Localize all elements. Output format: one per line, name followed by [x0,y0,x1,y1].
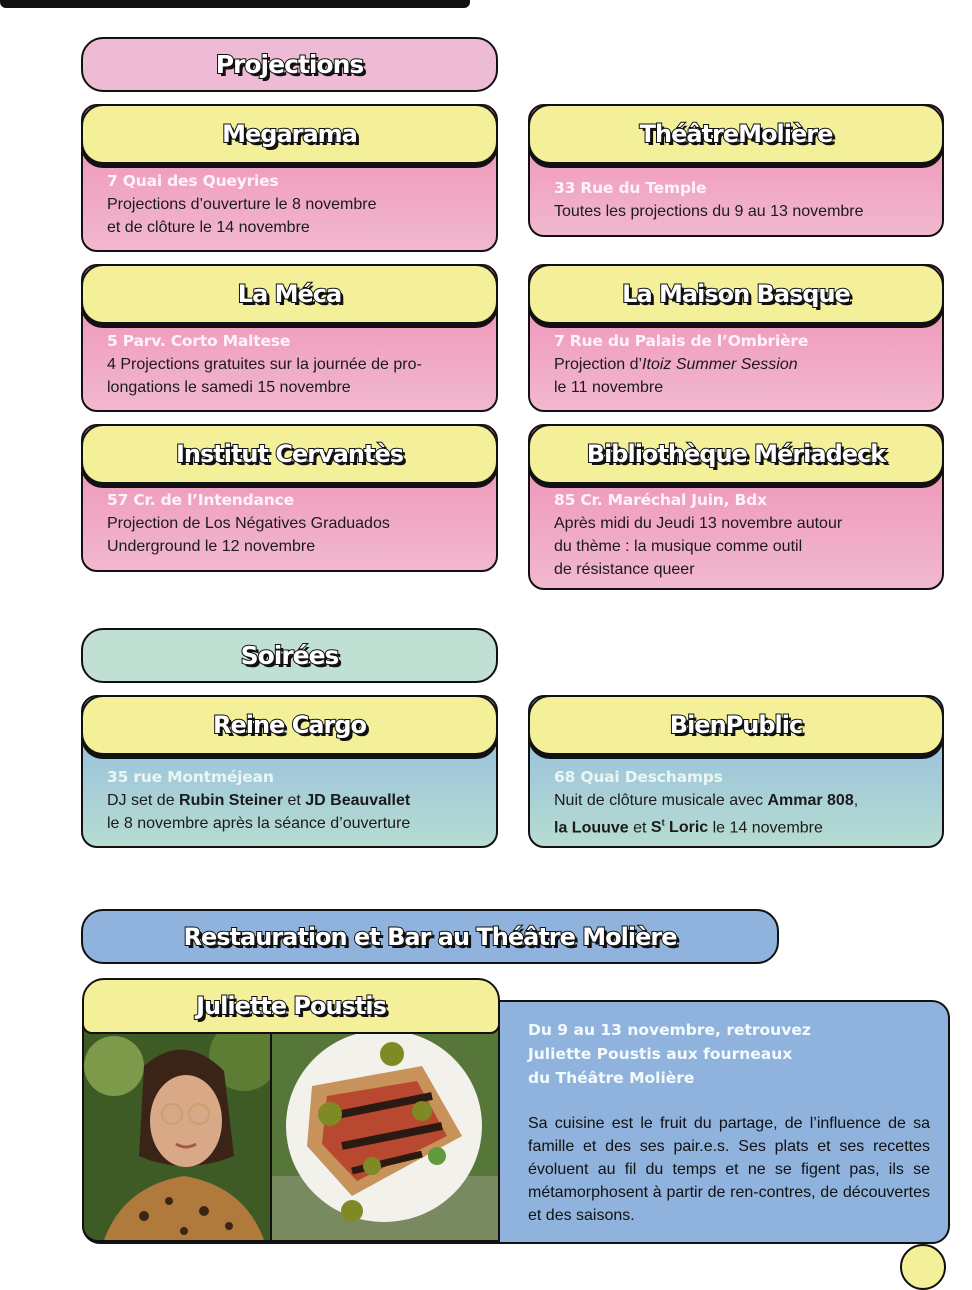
venue-desc-line [107,789,478,812]
portrait-illustration [84,1026,272,1240]
desc-text: et [628,819,651,837]
section-title: Restauration et Bar au Théâtre Molière [183,922,677,951]
venue-name: Bibliothèque Mériadeck [586,440,886,468]
venue-address: 35 rue Montméjean [107,768,274,786]
venue-card-la-meca [81,264,498,412]
venue-card-bibliotheque-meriadeck [528,424,944,590]
venue-desc-line: Projection de Los Négatives Graduados [107,515,390,532]
film-title: Itoiz Summer Session [642,356,798,373]
venue-desc-line: du thème : la musique comme outil [554,538,803,555]
venue-address: 57 Cr. de l’Intendance [107,491,294,509]
venue-info [554,177,924,223]
restauration-lead [528,1018,930,1090]
venue-desc-line: de résistance queer [554,561,695,578]
venue-tab [81,424,498,484]
venue-tab [81,264,498,324]
artist-superscript: t [661,818,665,828]
venue-name: BienPublic [669,711,803,739]
chef-name: Juliette Poustis [196,992,386,1020]
venue-name: Institut Cervantès [175,440,404,468]
dish-photo [270,1026,500,1242]
restauration-description: Sa cuisine est le fruit du partage, de l’influence de sa famille et des ses pair.e.s. Ses plats et ses recettes évoluent au fil du temps et ne se figent pas, ils se métamorphosent à partir de ren-contres, de découvertes et des saisons. [528,1115,930,1224]
venue-name: La Maison Basque [622,280,850,308]
venue-tab [528,424,944,484]
venue-name: La Méca [237,280,342,308]
venue-desc-line [554,812,924,839]
venue-desc-line: et de clôture le 14 novembre [107,219,310,236]
venue-card-theatre-moliere [528,104,944,237]
venue-address: 7 Quai des Queyries [107,172,279,190]
restauration-card [82,978,948,1240]
venue-card-bienpublic [528,695,944,848]
venue-info [554,330,924,399]
desc-text: Nuit de clôture musicale avec [554,792,768,809]
section-header-projections [81,37,498,92]
venue-desc-line: Toutes les projections du 9 au 13 novembre [554,203,864,220]
lead-line: du Théâtre Molière [528,1069,695,1087]
venue-tab [81,104,498,164]
venue-info [107,330,478,399]
venue-info [107,489,478,558]
artist-name: Ammar 808 [767,792,854,809]
venue-desc-line: le 8 novembre après la séance d’ouverture [107,815,411,832]
venue-tab [81,695,498,755]
page-corner-marker [900,1244,946,1290]
venue-desc-line [554,353,924,376]
chef-portrait-photo [82,1026,272,1242]
venue-desc-line: 4 Projections gratuites sur la journée de pro- [107,356,422,373]
desc-text: DJ set de [107,792,180,809]
venue-tab [528,695,944,755]
section-title: Projections [215,50,364,79]
venue-desc-line: Projections d’ouverture le 8 novembre [107,196,377,213]
venue-info [554,766,924,839]
desc-text: Projection d’ [554,356,643,373]
venue-address: 7 Rue du Palais de l’Ombrière [554,332,809,350]
desc-text: et [283,792,306,809]
venue-card-reine-cargo [81,695,498,848]
venue-name: ThéâtreMolière [639,120,833,148]
venue-card-maison-basque [528,264,944,412]
venue-address: 68 Quai Deschamps [554,768,723,786]
lead-line: Juliette Poustis aux fourneaux [528,1045,793,1063]
venue-tab [528,104,944,164]
top-cut-heading [0,0,520,8]
artist-initial: S [650,819,662,837]
artist-name: JD Beauvallet [305,792,411,809]
section-title: Soirées [240,641,339,670]
section-header-soirees [81,628,498,683]
venue-desc-line: Underground le 12 novembre [107,538,316,555]
venue-card-institut-cervantes [81,424,498,572]
venue-info [107,170,478,239]
chef-tab [82,978,500,1034]
venue-info [107,766,478,835]
artist-name [651,819,708,836]
dish-illustration [272,1026,498,1240]
venue-tab [528,264,944,324]
desc-text: le 14 novembre [708,819,823,837]
venue-info [554,489,924,581]
venue-address: 33 Rue du Temple [554,179,707,197]
venue-desc-line: longations le samedi 15 novembre [107,379,351,396]
venue-name: Megarama [222,120,357,148]
section-header-restauration [81,909,779,964]
lead-line: Du 9 au 13 novembre, retrouvez [528,1021,811,1039]
restauration-text [528,1018,930,1227]
artist-surname: Loric [664,819,709,837]
venue-card-megarama [81,104,498,252]
artist-name: la Louuve [554,819,629,837]
venue-address: 5 Parv. Corto Maltese [107,332,291,350]
venue-desc-line: Après midi du Jeudi 13 novembre autour [554,515,843,532]
venue-address: 85 Cr. Maréchal Juin, Bdx [554,491,767,509]
artist-name: Rubin Steiner [179,792,284,809]
desc-text: , [853,792,859,809]
venue-desc-line [554,789,924,812]
venue-desc-line: le 11 novembre [554,379,664,396]
venue-name: Reine Cargo [212,711,366,739]
